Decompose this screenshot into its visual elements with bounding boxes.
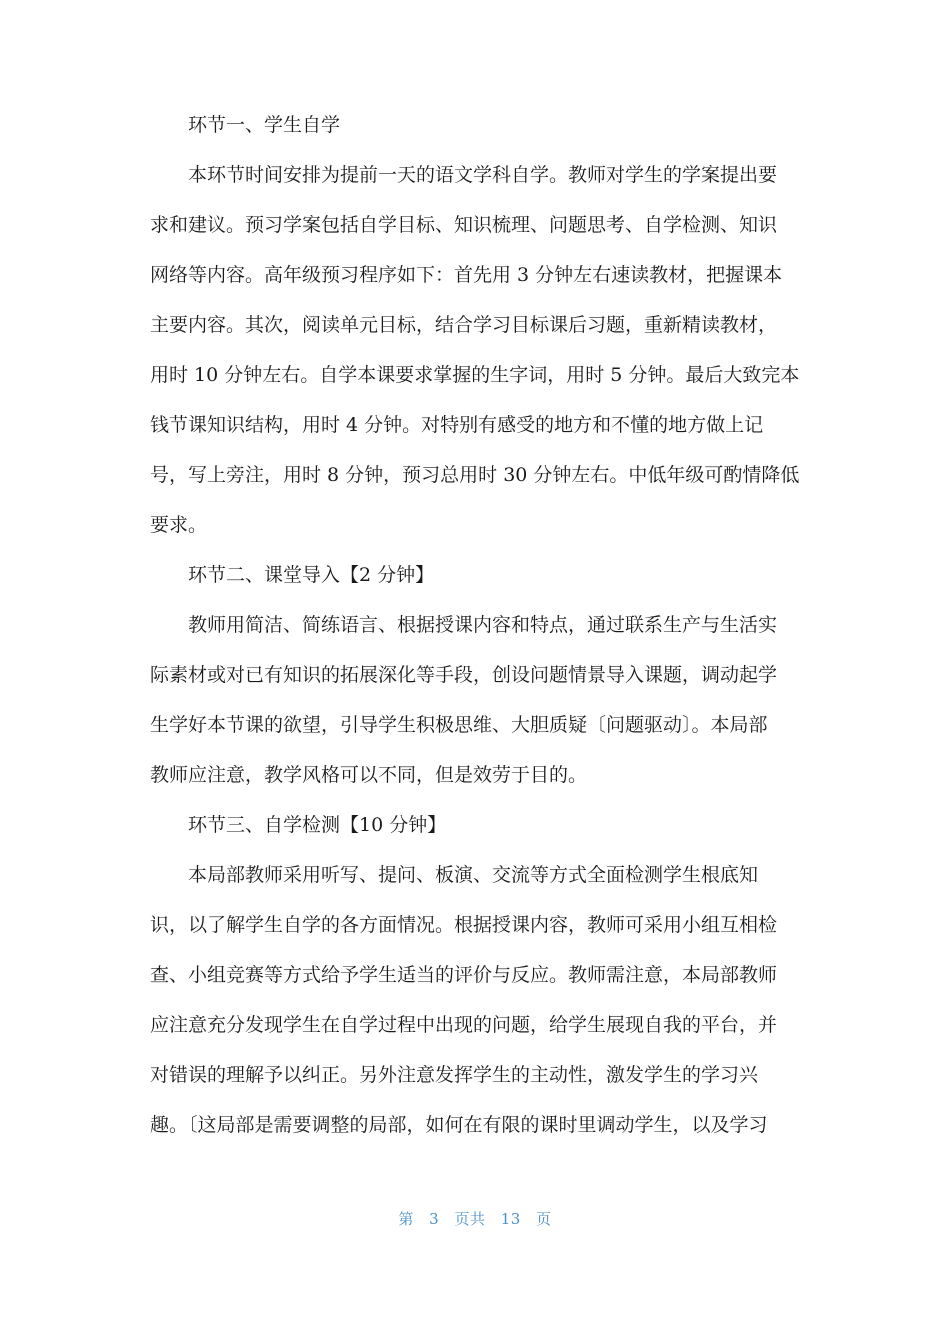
section-heading-3: 环节三、自学检测【10 分钟】 <box>188 814 447 836</box>
paragraph-line: 识，以了解学生自学的各方面情况。根据授课内容，教师可采用小组互相检 <box>150 914 778 936</box>
paragraph-line: 求和建议。预习学案包括自学目标、知识梳理、问题思考、自学检测、知识 <box>150 214 778 236</box>
paragraph-line: 教师应注意，教学风格可以不同，但是效劳于目的。 <box>150 764 588 786</box>
footer-total-pages: 13 <box>500 1210 521 1228</box>
paragraph-line: 本环节时间安排为提前一天的语文学科自学。教师对学生的学案提出要 <box>188 164 778 186</box>
footer-prefix: 第 <box>398 1210 414 1228</box>
page-footer <box>0 1208 950 1229</box>
paragraph-line: 生学好本节课的欲望，引导学生积极思维、大胆质疑〔问题驱动〕。本局部 <box>150 714 768 736</box>
section-heading-1: 环节一、学生自学 <box>188 114 341 136</box>
paragraph-line: 要求。 <box>150 514 208 536</box>
footer-suffix: 页 <box>536 1210 552 1228</box>
section-heading-2: 环节二、课堂导入【2 分钟】 <box>188 564 435 586</box>
paragraph-line: 网络等内容。高年级预习程序如下：首先用 3 分钟左右速读教材，把握课本 <box>150 264 783 286</box>
paragraph-line: 际素材或对已有知识的拓展深化等手段，创设问题情景导入课题，调动起学 <box>150 664 778 686</box>
paragraph-line: 用时 10 分钟左右。自学本课要求掌握的生字词，用时 5 分钟。最后大致完本 <box>150 364 800 386</box>
paragraph-line: 教师用简洁、简练语言、根据授课内容和特点，通过联系生产与生活实 <box>188 614 778 636</box>
paragraph-line: 应注意充分发现学生在自学过程中出现的问题，给学生展现自我的平台，并 <box>150 1014 778 1036</box>
footer-middle: 页共 <box>454 1210 486 1228</box>
paragraph-line: 主要内容。其次，阅读单元目标，结合学习目标课后习题，重新精读教材， <box>150 314 778 336</box>
paragraph-line: 对错误的理解予以纠正。另外注意发挥学生的主动性，激发学生的学习兴 <box>150 1064 759 1086</box>
paragraph-line: 趣。〔这局部是需要调整的局部，如何在有限的课时里调动学生，以及学习 <box>150 1114 768 1136</box>
document-body <box>150 100 800 1150</box>
footer-current-page: 3 <box>429 1210 440 1228</box>
paragraph-line: 本局部教师采用听写、提问、板演、交流等方式全面检测学生根底知 <box>188 864 759 886</box>
paragraph-line: 钱节课知识结构，用时 4 分钟。对特别有感受的地方和不懂的地方做上记 <box>150 414 764 436</box>
paragraph-line: 查、小组竞赛等方式给予学生适当的评价与反应。教师需注意，本局部教师 <box>150 964 778 986</box>
paragraph-line: 号，写上旁注，用时 8 分钟，预习总用时 30 分钟左右。中低年级可酌情降低 <box>150 464 800 486</box>
